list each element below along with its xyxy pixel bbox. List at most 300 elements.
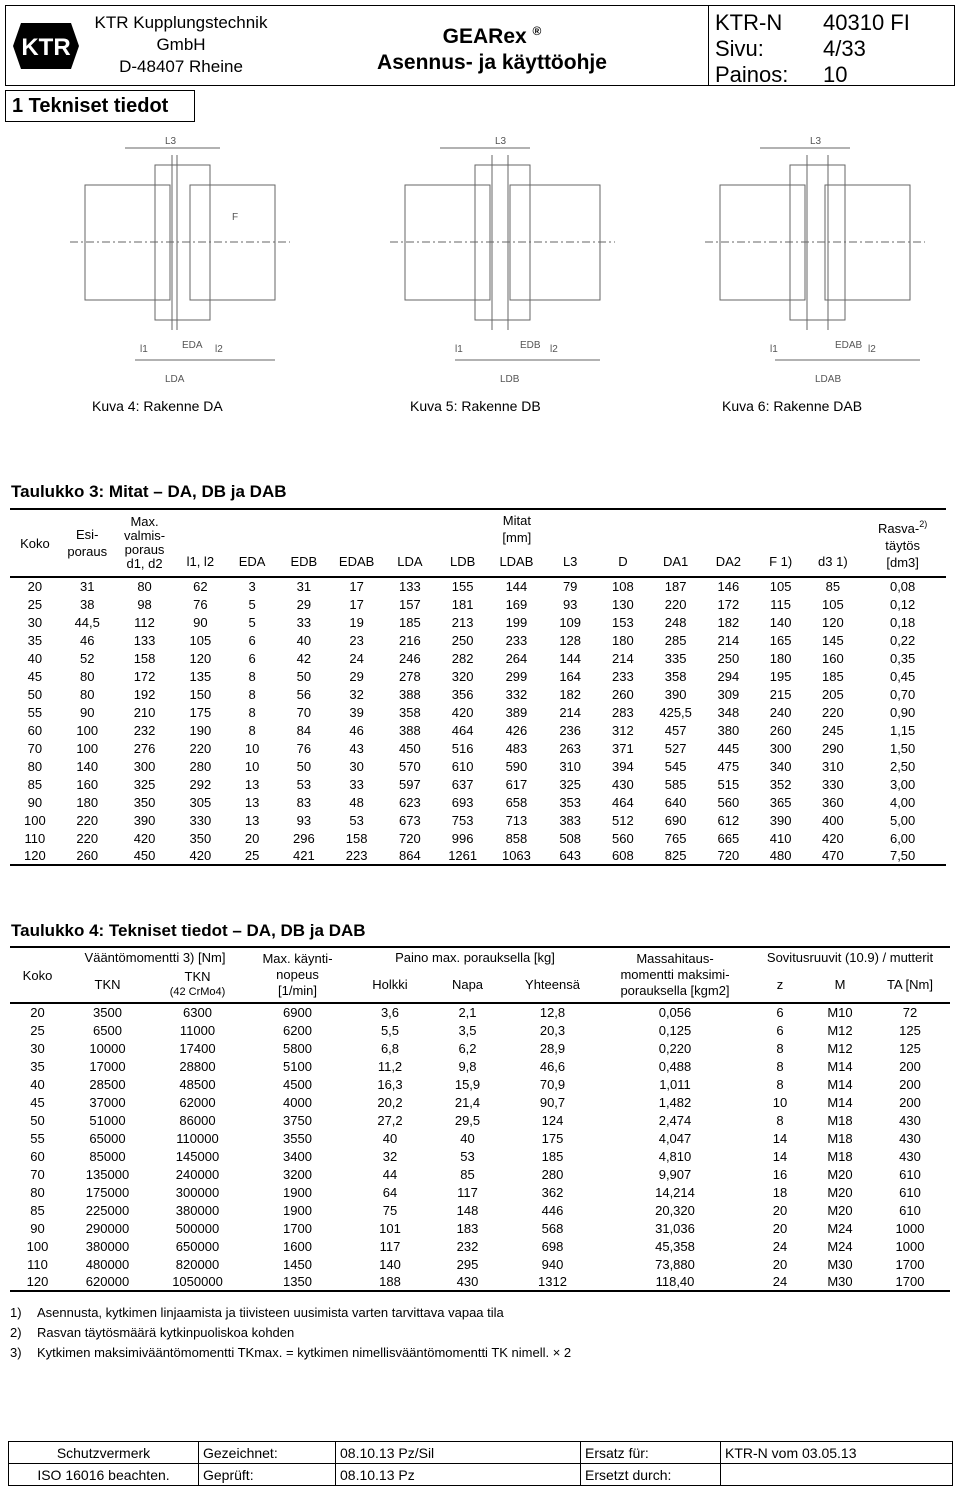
- table-cell: 1,482: [658, 1094, 692, 1110]
- table-cell: 350: [133, 794, 156, 810]
- table-cell: 0,056: [658, 1005, 692, 1020]
- table-cell: 6200: [283, 1022, 312, 1038]
- table-cell: 53: [349, 812, 364, 828]
- table-cell: 320: [451, 668, 474, 684]
- protection-notice: Schutzvermerk: [9, 1442, 199, 1464]
- table-cell: 260: [612, 686, 634, 702]
- table-cell: 340: [769, 758, 792, 774]
- table-cell: 312: [612, 722, 634, 738]
- table-cell: 1063: [489, 847, 544, 865]
- table-cell: 299: [505, 668, 528, 684]
- table-cell: 40: [296, 632, 312, 648]
- table-cell: 128: [559, 632, 582, 648]
- table-cell: 225000: [85, 1202, 130, 1218]
- table-cell: 182: [717, 614, 740, 630]
- table-cell: 20,320: [655, 1202, 695, 1218]
- table-cell: 17: [349, 596, 364, 612]
- table-cell: 516: [451, 740, 474, 756]
- table4-caption: Taulukko 4: Tekniset tiedot – DA, DB ja DAB: [11, 921, 366, 940]
- table-cell: 172: [717, 596, 740, 612]
- table-cell: 223: [330, 847, 384, 865]
- table-cell: 13: [244, 776, 260, 792]
- table-cell: 90: [79, 704, 95, 720]
- table-cell: 820000: [175, 1256, 220, 1272]
- table-cell: 220: [664, 596, 687, 612]
- table-cell: 30: [27, 614, 43, 630]
- table-cell: 300: [133, 758, 156, 774]
- header-cell: Paino max. porauksella [kg]: [350, 947, 600, 967]
- header-cell: EDAB: [330, 547, 384, 577]
- table-cell: 55: [27, 704, 43, 720]
- table-cell: M20: [827, 1166, 853, 1182]
- table-cell: 80: [27, 758, 43, 774]
- header-cell: EDB: [278, 547, 330, 577]
- table-cell: 31: [79, 579, 95, 594]
- table-cell: 996: [451, 830, 474, 846]
- table-cell: 175: [541, 1130, 564, 1146]
- table-cell: 240000: [175, 1166, 220, 1182]
- table-cell: 52: [79, 650, 95, 666]
- table-cell: 29,5: [454, 1112, 481, 1128]
- table-cell: 53: [296, 776, 312, 792]
- table-cell: 1900: [283, 1202, 312, 1218]
- table-row: [10, 595, 946, 613]
- header-cell: TKN (42 CrMo4): [150, 967, 245, 1003]
- table-row: [10, 1201, 950, 1219]
- table-cell: 164: [559, 668, 582, 684]
- table-cell: 31,036: [655, 1220, 695, 1236]
- table-cell: 16: [772, 1166, 788, 1182]
- table-cell: 80: [30, 1184, 45, 1200]
- header-cell: Vääntömomentti 3) [Nm]: [65, 947, 245, 967]
- header-cell: LDAB: [489, 547, 544, 577]
- table-cell: 430: [612, 776, 634, 792]
- table-cell: 33: [296, 614, 312, 630]
- svg-text:l2: l2: [868, 344, 876, 355]
- header-cell: Yhteensä: [505, 967, 600, 1003]
- table-row: [10, 1003, 950, 1021]
- table-cell: 11000: [179, 1022, 216, 1038]
- table-cell: 200: [899, 1076, 921, 1092]
- table-row: [10, 847, 946, 865]
- table-cell: 220: [76, 812, 99, 828]
- table-cell: 430: [899, 1130, 921, 1146]
- table-cell: 6: [776, 1022, 784, 1038]
- table-cell: 246: [399, 650, 421, 666]
- table-cell: 500000: [175, 1220, 220, 1236]
- header-cell: Mitat [mm]: [174, 509, 859, 547]
- table-cell: 8: [248, 722, 256, 738]
- table-cell: 560: [612, 830, 634, 846]
- svg-text:l2: l2: [550, 344, 558, 355]
- table-cell: 450: [115, 847, 175, 865]
- table-cell: 610: [899, 1184, 921, 1200]
- table-cell: 6,8: [380, 1040, 400, 1056]
- table-cell: 310: [822, 758, 844, 774]
- table-cell: 83: [296, 794, 312, 810]
- table-cell: 0,22: [889, 632, 916, 648]
- table-cell: 480000: [85, 1256, 130, 1272]
- table-cell: 720: [702, 847, 755, 865]
- table-cell: 195: [769, 668, 792, 684]
- table-cell: 17: [349, 579, 364, 594]
- table-cell: 185: [541, 1148, 564, 1164]
- table-cell: 290: [822, 740, 844, 756]
- table-cell: 1,50: [889, 740, 916, 756]
- figure-caption: Kuva 5: Rakenne DB: [410, 398, 541, 414]
- table-cell: M10: [827, 1005, 853, 1020]
- table-cell: 0,70: [889, 686, 916, 702]
- table-cell: 658: [505, 794, 528, 810]
- table-cell: 6500: [93, 1022, 122, 1038]
- table-cell: 3,00: [889, 776, 916, 792]
- table-cell: 185: [822, 668, 844, 684]
- replaces-value: KTR-N vom 03.05.13: [721, 1442, 953, 1464]
- table-cell: 85: [825, 579, 841, 594]
- header-cell: d3 1): [806, 547, 859, 577]
- table-cell: 215: [769, 686, 792, 702]
- table-cell: 309: [717, 686, 740, 702]
- header-cell: DA2: [702, 547, 755, 577]
- table-cell: 158: [133, 650, 156, 666]
- table-cell: 55: [30, 1130, 45, 1146]
- table-cell: 420: [174, 847, 226, 865]
- table-cell: 610: [451, 758, 474, 774]
- table-cell: 3: [248, 579, 256, 594]
- table-cell: 410: [769, 830, 792, 846]
- table-cell: 18: [772, 1184, 788, 1200]
- table-cell: 388: [399, 686, 421, 702]
- table-cell: 350: [189, 830, 212, 846]
- table-cell: 30: [349, 758, 364, 774]
- table-cell: 175000: [85, 1184, 130, 1200]
- table-cell: 110: [27, 1256, 48, 1272]
- table-cell: 145000: [175, 1148, 220, 1164]
- table-cell: 70: [30, 1166, 45, 1182]
- table-cell: 7,50: [859, 847, 946, 865]
- svg-text:KTR: KTR: [21, 33, 71, 61]
- table-row: [10, 1129, 950, 1147]
- table-cell: 28,9: [539, 1040, 566, 1056]
- drawn-label: Gezeichnet:: [199, 1442, 336, 1464]
- table-cell: 213: [451, 614, 474, 630]
- table-cell: 35: [27, 632, 43, 648]
- table-cell: 169: [505, 596, 528, 612]
- table-cell: 400: [822, 812, 844, 828]
- header-cell: Esi- poraus: [60, 509, 115, 577]
- table-cell: 120: [822, 614, 844, 630]
- header-cell: M: [810, 967, 870, 1003]
- table-cell: 1450: [283, 1256, 312, 1272]
- table-cell: 570: [399, 758, 421, 774]
- table-cell: 568: [541, 1220, 564, 1236]
- table-row: [10, 667, 946, 685]
- header-cell: Sovitusruuvit (10.9) / mutterit: [750, 947, 950, 967]
- table-cell: 48: [349, 794, 364, 810]
- replaces-label: Ersatz für:: [581, 1442, 721, 1464]
- table-cell: 1700: [870, 1273, 950, 1291]
- table-cell: 6: [248, 650, 256, 666]
- table-cell: 37000: [89, 1094, 126, 1110]
- table-cell: 24: [349, 650, 364, 666]
- table-cell: 5100: [283, 1058, 312, 1074]
- table-cell: 20: [244, 830, 260, 846]
- table-cell: 6,00: [889, 830, 916, 846]
- table-cell: 75: [382, 1202, 398, 1218]
- table-cell: 390: [769, 812, 792, 828]
- table-cell: 0,220: [658, 1040, 692, 1056]
- table-cell: 28500: [89, 1076, 126, 1092]
- table-cell: 60: [30, 1148, 45, 1164]
- table-cell: 64: [382, 1184, 398, 1200]
- table-cell: 20,3: [539, 1022, 566, 1038]
- table-cell: 1050000: [150, 1273, 245, 1291]
- table-cell: 0,08: [889, 579, 916, 594]
- table-cell: 43: [349, 740, 364, 756]
- table-cell: 73,880: [655, 1256, 695, 1272]
- table-cell: 1350: [245, 1273, 350, 1291]
- footnote: 1) Asennusta, kytkimen linjaamista ja tiivisteen uusimista varten tarvittava vapaa tila: [10, 1305, 504, 1320]
- table-cell: 4000: [283, 1094, 312, 1110]
- table-cell: 140: [379, 1256, 401, 1272]
- table-cell: 390: [133, 812, 156, 828]
- table-cell: 100: [76, 722, 99, 738]
- table-cell: 278: [399, 668, 421, 684]
- table-row: [10, 1165, 950, 1183]
- table-cell: 296: [292, 830, 315, 846]
- header-cell: F 1): [755, 547, 807, 577]
- table-cell: 27,2: [377, 1112, 403, 1128]
- ktr-logo: [6, 6, 86, 85]
- table-cell: 20: [27, 579, 43, 594]
- table-cell: 698: [541, 1238, 564, 1254]
- table-cell: 610: [899, 1166, 921, 1182]
- table-cell: 0,45: [889, 668, 916, 684]
- table-cell: M12: [827, 1022, 853, 1038]
- table-cell: 183: [456, 1220, 479, 1236]
- table-cell: 105: [189, 632, 212, 648]
- table-cell: 352: [769, 776, 792, 792]
- table-cell: 45: [30, 1094, 45, 1110]
- table-cell: 457: [664, 722, 687, 738]
- table-cell: M20: [827, 1184, 853, 1200]
- svg-text:L3: L3: [165, 136, 177, 147]
- table-cell: 80: [137, 579, 152, 594]
- table-row: [10, 793, 946, 811]
- table-cell: 6900: [283, 1005, 312, 1020]
- table-cell: 181: [451, 596, 474, 612]
- header-cell: z: [750, 967, 810, 1003]
- table-cell: 144: [505, 579, 528, 594]
- table-cell: 430: [899, 1148, 921, 1164]
- table-cell: 133: [133, 632, 156, 648]
- table-cell: 48500: [179, 1076, 216, 1092]
- table-cell: 124: [541, 1112, 564, 1128]
- table-cell: 6: [248, 632, 256, 648]
- table-cell: 40: [30, 1076, 45, 1092]
- table-cell: 14: [772, 1130, 788, 1146]
- table-cell: 450: [399, 740, 421, 756]
- table-cell: 0,35: [889, 650, 916, 666]
- table-cell: 325: [133, 776, 156, 792]
- table-cell: 2,50: [889, 758, 916, 774]
- drawn-value: 08.10.13 Pz/Sil: [336, 1442, 581, 1464]
- table-cell: 21,4: [454, 1094, 481, 1110]
- table-cell: 32: [349, 686, 364, 702]
- table-cell: 200: [899, 1058, 921, 1074]
- table-cell: 17000: [89, 1058, 126, 1074]
- checked-label: Geprüft:: [199, 1464, 336, 1486]
- table-row: [10, 1219, 950, 1237]
- document-footer: [8, 1441, 953, 1486]
- table-row: [10, 1273, 950, 1291]
- table-row: [10, 829, 946, 847]
- table-cell: 44,5: [74, 614, 100, 630]
- table-cell: 560: [717, 794, 740, 810]
- table-cell: 155: [451, 579, 474, 594]
- table-cell: 214: [717, 632, 740, 648]
- table-cell: 233: [612, 668, 634, 684]
- table-cell: 205: [822, 686, 844, 702]
- table-cell: 23: [349, 632, 364, 648]
- document-meta: KTR-N 40310 FI Sivu: 4/33 Painos: 10: [708, 6, 954, 85]
- table-cell: 420: [133, 830, 156, 846]
- table-cell: 483: [505, 740, 528, 756]
- table-cell: 248: [664, 614, 687, 630]
- table-cell: 13: [244, 812, 260, 828]
- table-cell: 753: [451, 812, 474, 828]
- table-cell: 110: [24, 830, 46, 846]
- table-cell: 8: [776, 1076, 784, 1092]
- table-row: [10, 721, 946, 739]
- table-cell: 188: [350, 1273, 430, 1291]
- table-cell: 35: [30, 1058, 45, 1074]
- table-cell: 3750: [283, 1112, 312, 1128]
- table-cell: 108: [612, 579, 634, 594]
- table-cell: 394: [612, 758, 634, 774]
- table-cell: 120: [189, 650, 212, 666]
- table-cell: 118,40: [600, 1273, 750, 1291]
- table-cell: 0,18: [889, 614, 916, 630]
- table-cell: M14: [827, 1076, 853, 1092]
- header-cell: L3: [544, 547, 597, 577]
- table-cell: 100: [76, 740, 99, 756]
- table-cell: 290000: [85, 1220, 130, 1236]
- table3-caption: Taulukko 3: Mitat – DA, DB ja DAB: [11, 482, 287, 501]
- table-cell: 14: [772, 1148, 788, 1164]
- table-cell: 1600: [283, 1238, 312, 1254]
- svg-text:LDA: LDA: [165, 374, 185, 385]
- table-cell: 5800: [283, 1040, 312, 1056]
- table-cell: 1700: [283, 1220, 312, 1236]
- table-cell: 10: [244, 740, 260, 756]
- table-row: [10, 757, 946, 775]
- svg-text:L3: L3: [495, 136, 507, 147]
- table-cell: M30: [810, 1273, 870, 1291]
- table-cell: 115: [770, 596, 791, 612]
- table-row: [10, 1093, 950, 1111]
- table-cell: 1900: [283, 1184, 312, 1200]
- table-cell: 135: [189, 668, 212, 684]
- table-cell: 90,7: [539, 1094, 566, 1110]
- table-cell: 192: [133, 686, 156, 702]
- table-cell: 100: [26, 1238, 49, 1254]
- table-cell: 25: [226, 847, 278, 865]
- table-cell: 85000: [89, 1148, 126, 1164]
- table-cell: 0,12: [889, 596, 916, 612]
- table-cell: 300000: [175, 1184, 220, 1200]
- table-cell: 292: [189, 776, 212, 792]
- table-cell: 358: [664, 668, 687, 684]
- table-cell: 90: [30, 1220, 45, 1236]
- table-cell: 430: [899, 1112, 921, 1128]
- table-cell: 6300: [183, 1005, 212, 1020]
- table-cell: 70: [296, 704, 312, 720]
- table-cell: 295: [456, 1256, 479, 1272]
- svg-text:l1: l1: [770, 344, 778, 355]
- table-cell: 70,9: [539, 1076, 566, 1092]
- table-cell: 276: [133, 740, 156, 756]
- table-cell: 864: [384, 847, 437, 865]
- table3-dimensions: [10, 508, 946, 866]
- table-cell: 20: [772, 1220, 788, 1236]
- table-cell: 29: [296, 596, 312, 612]
- coupling-drawings: [60, 130, 960, 390]
- table-cell: 50: [27, 686, 43, 702]
- table-cell: 389: [505, 704, 528, 720]
- table-cell: 325: [559, 776, 582, 792]
- table-cell: 125: [899, 1022, 921, 1038]
- footnote: 2) Rasvan täytösmäärä kytkinpuoliskoa kohden: [10, 1325, 295, 1340]
- table-cell: 120: [10, 1273, 65, 1291]
- table-cell: 30: [30, 1040, 45, 1056]
- footnote: 3) Kytkimen maksimivääntömomentti TKmax. = kytkimen nimellisvääntömomentti TK nimell. × 2: [10, 1345, 572, 1360]
- table-cell: 365: [769, 794, 792, 810]
- table-cell: 2,474: [658, 1112, 692, 1128]
- table-cell: 643: [544, 847, 597, 865]
- table-cell: 199: [505, 614, 528, 630]
- table-cell: 285: [664, 632, 687, 648]
- table-cell: 12,8: [539, 1005, 566, 1020]
- table-cell: 120: [10, 847, 60, 865]
- table-cell: M18: [827, 1148, 853, 1164]
- table-cell: 180: [76, 794, 99, 810]
- table-cell: 13: [244, 794, 260, 810]
- table-cell: 673: [399, 812, 421, 828]
- table-cell: 1261: [436, 847, 489, 865]
- table-cell: 650000: [175, 1238, 220, 1254]
- table-cell: 475: [717, 758, 740, 774]
- table-cell: 371: [612, 740, 634, 756]
- svg-text:LDAB: LDAB: [815, 374, 842, 385]
- table-cell: 515: [717, 776, 740, 792]
- table-cell: 220: [189, 740, 212, 756]
- table-cell: 165: [769, 632, 792, 648]
- table-cell: 512: [612, 812, 634, 828]
- table-cell: 62000: [179, 1094, 216, 1110]
- table-cell: 31: [296, 579, 312, 594]
- table-row: [10, 577, 946, 595]
- table-cell: 220: [822, 704, 844, 720]
- table-cell: 858: [505, 830, 528, 846]
- table-cell: 112: [134, 614, 155, 630]
- table-row: [10, 1237, 950, 1255]
- table-cell: 1000: [895, 1220, 925, 1236]
- table-cell: 10000: [89, 1040, 126, 1056]
- table-cell: 430: [430, 1273, 505, 1291]
- svg-text:LDB: LDB: [500, 374, 520, 385]
- table-cell: 90: [193, 614, 208, 630]
